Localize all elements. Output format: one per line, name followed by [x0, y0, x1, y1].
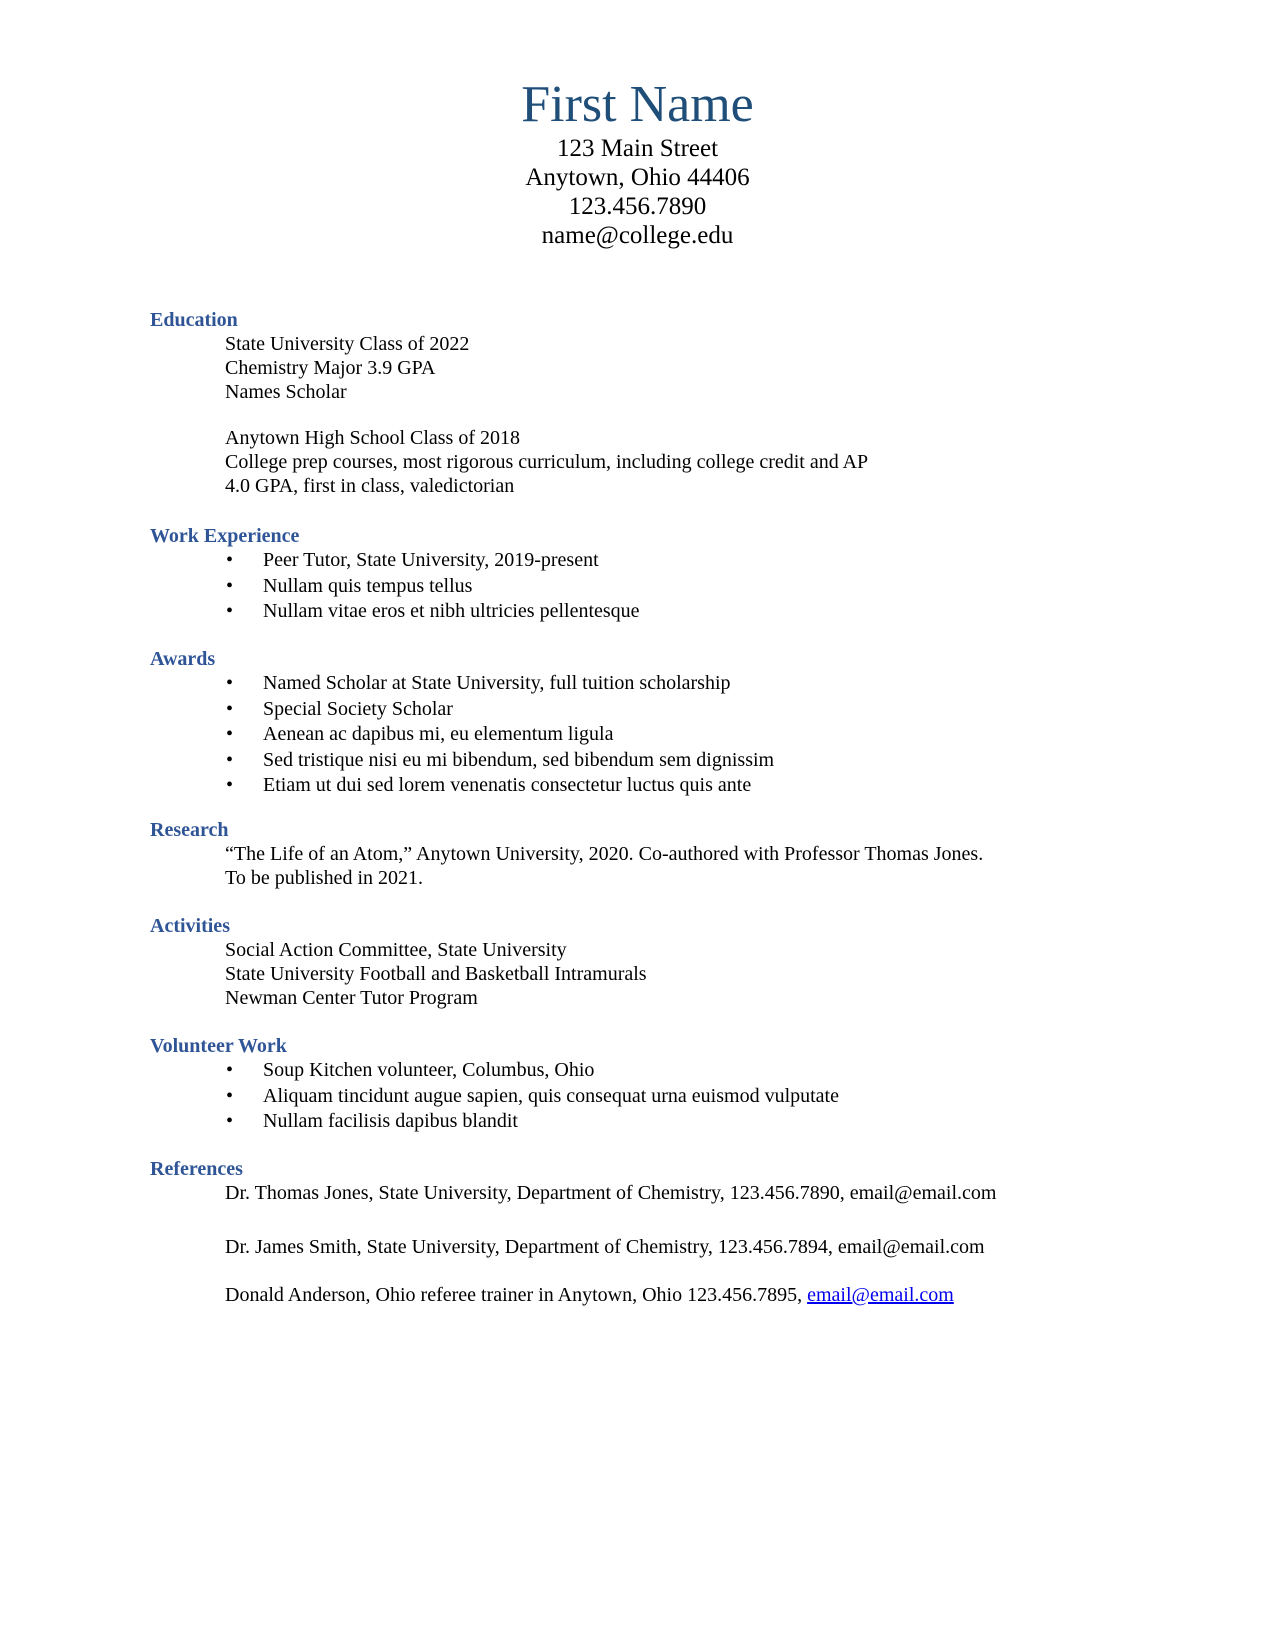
activities-line: Newman Center Tutor Program — [225, 987, 478, 1009]
education-line: 4.0 GPA, first in class, valedictorian — [225, 475, 515, 497]
list-item — [150, 574, 1230, 600]
reference-entry: Dr. James Smith, State University, Department of Chemistry, 123.456.7894, email@email.com — [225, 1236, 985, 1258]
list-item — [150, 1109, 1230, 1135]
bullet-icon: • — [226, 774, 234, 796]
education-line: Names Scholar — [225, 381, 347, 403]
bullet-icon: • — [226, 723, 234, 745]
bullet-icon: • — [226, 549, 234, 571]
list-item-text: Soup Kitchen volunteer, Columbus, Ohio — [263, 1059, 595, 1081]
street-address: 123 Main Street — [556, 135, 719, 162]
list-item — [150, 1058, 1230, 1084]
work-experience-section — [150, 524, 1230, 625]
awards-section — [150, 647, 1230, 799]
reference-text: Donald Anderson, Ohio referee trainer in Anytown, Ohio 123.456.7895, — [225, 1284, 808, 1306]
research-line: To be published in 2021. — [225, 867, 424, 889]
bullet-icon: • — [226, 1084, 234, 1107]
education-line: Chemistry Major 3.9 GPA — [225, 357, 436, 379]
city-state-zip: Anytown, Ohio 44406 — [525, 164, 750, 191]
research-section — [150, 818, 1230, 890]
list-item-text: Peer Tutor, State University, 2019-present — [263, 549, 599, 571]
volunteer-work-section — [150, 1034, 1230, 1135]
list-item — [150, 548, 1230, 574]
research-title: Research — [150, 819, 229, 841]
education-title: Education — [150, 309, 238, 331]
work-experience-title: Work Experience — [150, 525, 300, 547]
list-item-text: Special Society Scholar — [263, 697, 453, 720]
bullet-icon: • — [226, 600, 234, 622]
bullet-icon: • — [226, 672, 234, 694]
list-item-text: Nullam vitae eros et nibh ultricies pellentesque — [263, 600, 640, 622]
education-line: College prep courses, most rigorous curriculum, including college credit and AP — [225, 451, 869, 473]
education-line: State University Class of 2022 — [225, 333, 470, 355]
research-line: “The Life of an Atom,” Anytown University, 2020. Co-authored with Professor Thomas Jones. — [225, 843, 984, 865]
bullet-icon: • — [226, 1110, 234, 1132]
references-title: References — [150, 1158, 243, 1180]
reference-entry — [225, 1283, 1230, 1307]
list-item-text: Named Scholar at State University, full tuition scholarship — [263, 672, 731, 694]
applicant-name: First Name — [521, 76, 754, 133]
reference-entry: Dr. Thomas Jones, State University, Department of Chemistry, 123.456.7890, email@email.com — [225, 1182, 997, 1204]
list-item-text: Nullam quis tempus tellus — [263, 574, 473, 597]
list-item — [150, 748, 1230, 774]
phone-number: 123.456.7890 — [568, 193, 707, 220]
list-item-text: Nullam facilisis dapibus blandit — [263, 1110, 518, 1132]
bullet-icon: • — [226, 748, 234, 771]
email-address: name@college.edu — [541, 222, 734, 249]
list-item — [150, 1084, 1230, 1110]
list-item — [150, 722, 1230, 748]
list-item-text: Etiam ut dui sed lorem venenatis consectetur luctus quis ante — [263, 774, 752, 796]
list-item — [150, 599, 1230, 625]
awards-list — [150, 671, 1230, 799]
education-line: Anytown High School Class of 2018 — [225, 427, 520, 449]
list-item — [150, 697, 1230, 723]
reference-email-link[interactable]: email@email.com — [807, 1284, 954, 1306]
list-item — [150, 671, 1230, 697]
activities-line: State University Football and Basketball Intramurals — [225, 963, 647, 985]
bullet-icon: • — [226, 697, 234, 720]
list-item-text: Sed tristique nisi eu mi bibendum, sed bibendum sem dignissim — [263, 748, 775, 771]
activities-section — [150, 914, 1230, 1010]
list-item-text: Aliquam tincidunt augue sapien, quis consequat urna euismod vulputate — [263, 1084, 839, 1107]
education-section — [150, 308, 1230, 498]
activities-line: Social Action Committee, State University — [225, 939, 567, 961]
volunteer-work-title: Volunteer Work — [150, 1035, 287, 1057]
bullet-icon: • — [226, 1059, 234, 1081]
awards-title: Awards — [150, 648, 216, 670]
references-section — [150, 1157, 1230, 1307]
activities-title: Activities — [150, 915, 230, 937]
work-experience-list — [150, 548, 1230, 625]
list-item — [150, 773, 1230, 799]
volunteer-work-list — [150, 1058, 1230, 1135]
resume-header — [0, 76, 1275, 250]
list-item-text: Aenean ac dapibus mi, eu elementum ligula — [263, 723, 614, 745]
bullet-icon: • — [226, 574, 234, 597]
